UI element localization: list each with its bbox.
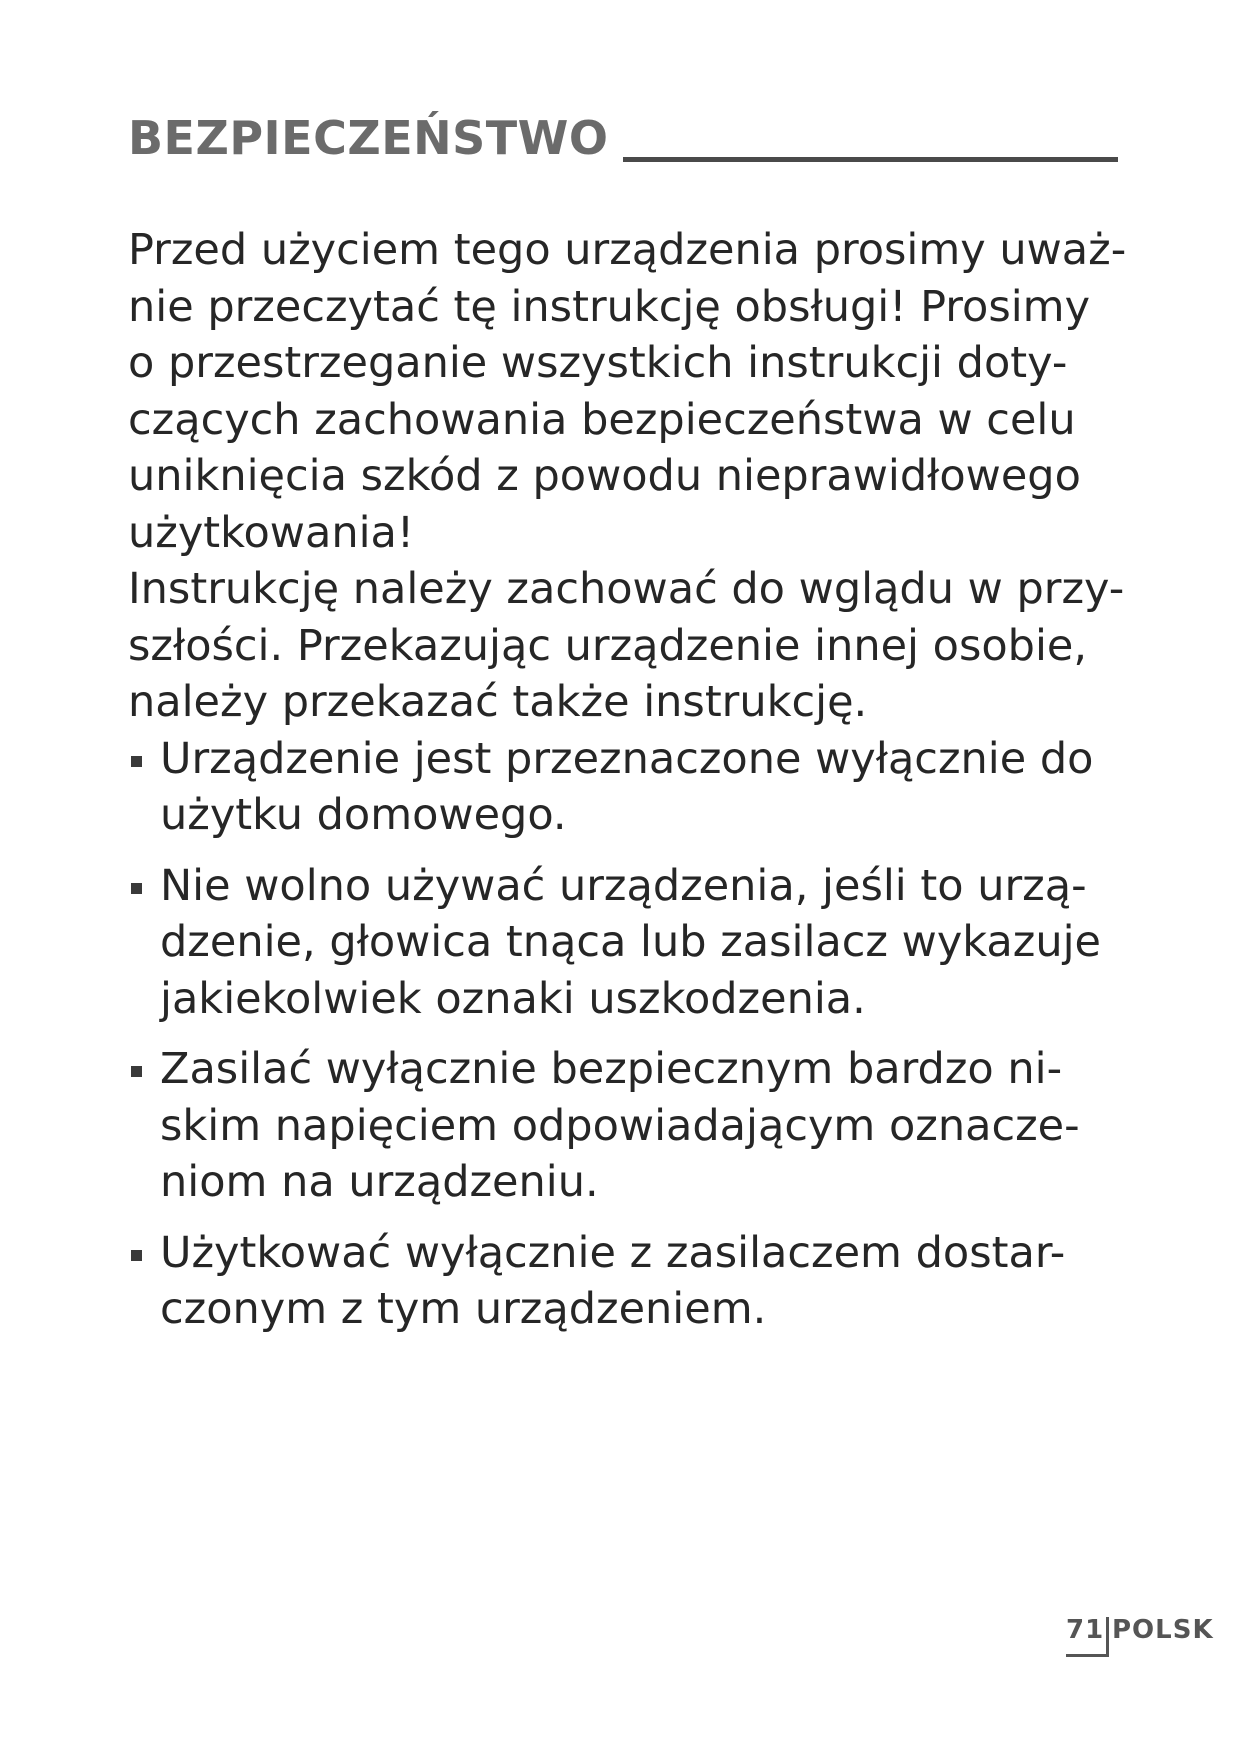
section-heading: BEZPIECZEŃSTWO [128, 111, 609, 165]
safety-bullet-list [128, 731, 1128, 1338]
text-line: Użytkować wyłącznie z zasilaczem dostar- [160, 1227, 1066, 1278]
list-item [128, 858, 1128, 1028]
text-line: jakiekolwiek oznaki uszkodzenia. [160, 973, 866, 1024]
text-line: użytkowania! [128, 507, 415, 558]
text-line: czonym z tym urządzeniem. [160, 1284, 767, 1334]
text-line: Zasilać wyłącznie bezpiecznym bardzo ni- [160, 1044, 1063, 1094]
keep-instructions-paragraph [128, 561, 1128, 731]
list-item [128, 1225, 1128, 1338]
text-line: Instrukcję należy zachować do wglądu w przy- [128, 564, 1125, 614]
language-label: POLSK [1112, 1615, 1214, 1645]
footer-divider [1106, 1617, 1109, 1655]
text-line: o przestrzeganie wszystkich instrukcji doty- [128, 338, 1068, 388]
safety-content [128, 222, 1128, 1352]
list-item [128, 731, 1128, 844]
text-line: uniknięcia szkód z powodu nieprawidłowego [128, 451, 1081, 501]
text-line: niom na urządzeniu. [160, 1157, 599, 1207]
square-bullet-icon [131, 883, 142, 894]
text-line: Przed użyciem tego urządzenia prosimy uważ- [128, 225, 1127, 275]
square-bullet-icon [131, 1250, 142, 1261]
heading-rule [623, 157, 1118, 162]
text-line: skim napięciem odpowiadającym oznacze- [160, 1100, 1080, 1151]
section-heading-row [128, 108, 1118, 168]
page-footer [1066, 1615, 1214, 1659]
square-bullet-icon [131, 756, 142, 767]
footer-baseline [1066, 1654, 1109, 1657]
text-line: Nie wolno używać urządzenia, jeśli to urzą- [160, 860, 1087, 911]
text-line: użytku domowego. [160, 790, 567, 840]
square-bullet-icon [131, 1066, 142, 1077]
page-number: 71 [1066, 1615, 1105, 1645]
text-line: dzenie, głowica tnąca lub zasilacz wykazuje [160, 917, 1101, 967]
text-line: nie przeczytać tę instrukcję obsługi! Prosimy [128, 281, 1091, 332]
text-line: Urządzenie jest przeznaczone wyłącznie do [160, 733, 1094, 784]
list-item [128, 1041, 1128, 1211]
intro-paragraph [128, 222, 1128, 561]
text-line: szłości. Przekazując urządzenie innej osobie, [128, 620, 1088, 671]
text-line: czących zachowania bezpieczeństwa w celu [128, 394, 1076, 445]
text-line: należy przekazać także instrukcję. [128, 677, 868, 727]
